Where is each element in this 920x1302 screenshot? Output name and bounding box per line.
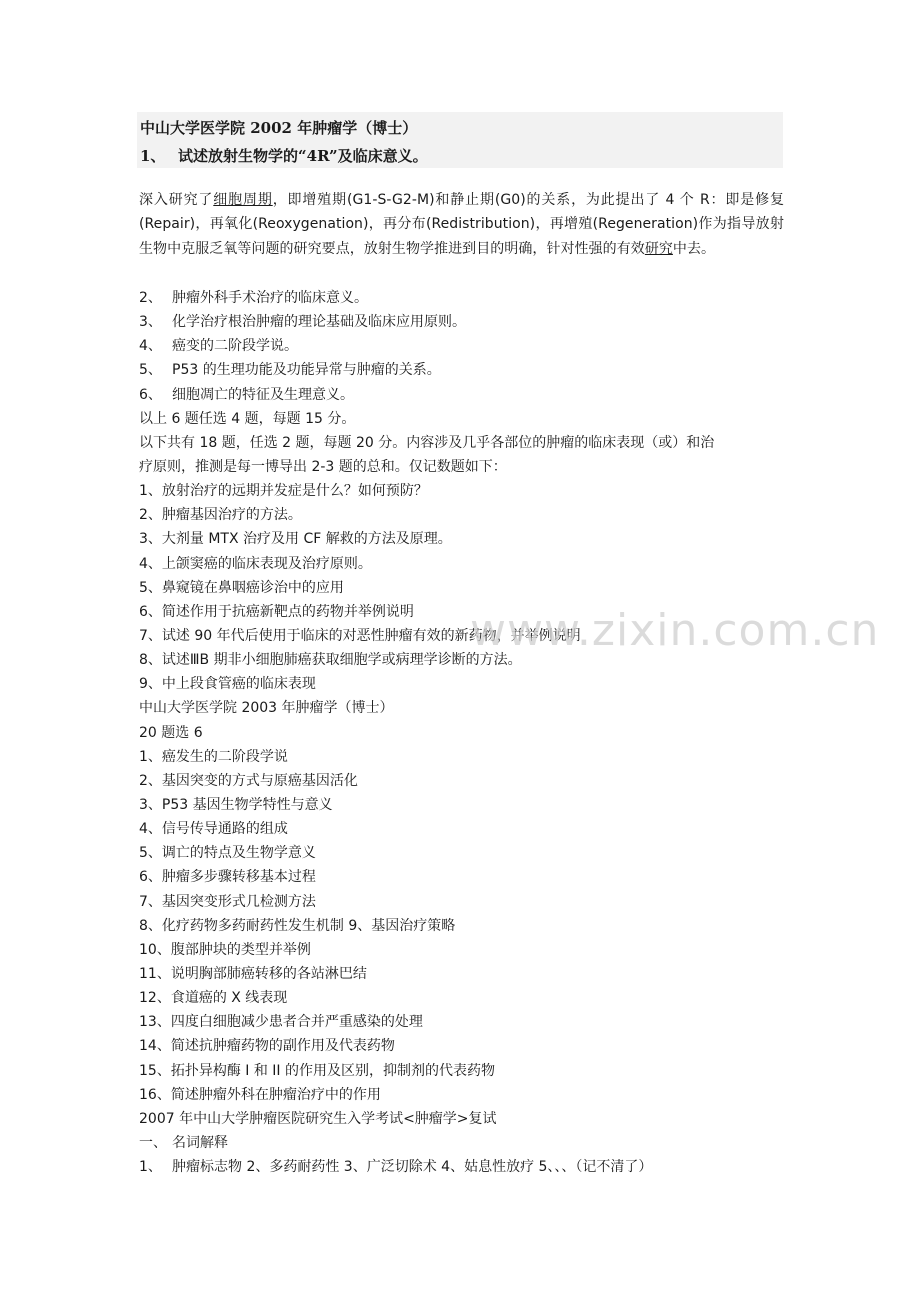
answer-paragraph (139, 188, 784, 261)
list-item: 10、腹部肿块的类型并举例 (139, 941, 311, 958)
list-item: 4、信号传导通路的组成 (139, 821, 288, 838)
research-link[interactable]: 研究 (644, 240, 673, 257)
list-item: 2、肿瘤基因治疗的方法。 (139, 507, 302, 524)
item-text: 肿瘤外科手术治疗的临床意义。 (172, 290, 368, 306)
list-item: 7、基因突变形式几检测方法 (139, 893, 316, 910)
question-text: 试述放射生物学的“4R”及临床意义。 (178, 147, 428, 165)
question-number: 1、 (140, 147, 166, 165)
list-item: 5、调亡的特点及生物学意义 (139, 845, 316, 862)
item-number: 1、 (139, 1159, 162, 1176)
part-heading (139, 1131, 799, 1155)
part-number: 一、 (139, 1134, 167, 1151)
list-item: 8、化疗药物多药耐药性发生机制 9、基因治疗策略 (139, 917, 456, 934)
item-text: 细胞凋亡的特征及生理意义。 (172, 386, 354, 403)
item-text: 化学治疗根治肿瘤的理论基础及临床应用原则。 (172, 314, 466, 331)
answer-text: ，即增殖期(G1-S-G2-M)和静止期(G0)的关系，为此提出了 4 个 R：即是修复(Repair)，再氧化(Reoxygenation)，再分布(Redistribution)，再增殖(Regeneration)作为指导放射生物中克服乏氧等问题的研究要点，放射生物学推进到目的明确，针对性强的有效 (139, 192, 784, 257)
cell-cycle-link[interactable]: 细胞周期 (213, 192, 273, 208)
list-item: 5、鼻窥镜在鼻咽癌诊治中的应用 (139, 579, 344, 596)
list-item: 12、食道癌的 X 线表现 (139, 990, 288, 1007)
answer-text: 中去。 (672, 240, 716, 257)
list-item (139, 334, 799, 358)
list-item (139, 310, 799, 334)
item-number: 3、 (139, 314, 162, 331)
list-item: 6、肿瘤多步骤转移基本过程 (139, 869, 316, 886)
answer-text: 深入研究了 (139, 192, 214, 208)
item-number: 5、 (139, 362, 162, 379)
item-number: 4、 (139, 338, 162, 355)
list-item: 6、简述作用于抗癌新靶点的药物并举例说明 (139, 603, 414, 620)
item-number: 2、 (139, 290, 162, 306)
item-text: 肿瘤标志物 2、多药耐药性 3、广泛切除术 4、姑息性放疗 5、、、（记不清了） (172, 1159, 653, 1176)
section-title-2003: 中山大学医学院 2003 年肿瘤学（博士） (139, 700, 394, 717)
list-item: 1、放射治疗的远期并发症是什么？如何预防？ (139, 483, 428, 500)
item-text: 癌变的二阶段学说。 (172, 338, 298, 355)
list-item: 3、P53 基因生物学特性与意义 (139, 796, 333, 813)
list-item (139, 383, 799, 407)
list-item (139, 358, 799, 382)
list-item: 11、说明胸部肺癌转移的各站淋巴结 (139, 965, 367, 982)
list-item: 13、四度白细胞减少患者合并严重感染的处理 (139, 1014, 423, 1031)
list-item: 2、基因突变的方式与原癌基因活化 (139, 772, 358, 789)
part-title: 名词解释 (172, 1134, 228, 1151)
list-item: 4、上颌窦癌的临床表现及治疗原则。 (139, 555, 372, 572)
choose-note: 以上 6 题任选 4 题，每题 15 分。 (139, 410, 356, 427)
list-item: 8、试述ⅢB 期非小细胞肺癌获取细胞学或病理学诊断的方法。 (139, 652, 522, 669)
item-number: 6、 (139, 386, 162, 403)
question-list (139, 286, 799, 1179)
section-note-2003: 20 题选 6 (139, 724, 203, 741)
list-item: 15、拓扑异构酶 I 和 II 的作用及区别，抑制剂的代表药物 (139, 1062, 496, 1079)
watermark: www.zixin.com.cn (470, 605, 880, 656)
list-item: 14、简述抗肿瘤药物的副作用及代表药物 (139, 1038, 395, 1055)
list-item: 1、癌发生的二阶段学说 (139, 748, 288, 765)
list-item: 3、大剂量 MTX 治疗及用 CF 解救的方法及原理。 (139, 531, 452, 548)
list-item: 7、试述 90 年代后使用于临床的对恶性肿瘤有效的新药物，并举例说明 (139, 627, 581, 644)
intro-line: 以下共有 18 题，任选 2 题，每题 20 分。内容涉及几乎各部位的肿瘤的临床表现（或）和治 (139, 434, 715, 451)
intro-line: 疗原则，推测是每一博导出 2-3 题的总和。仅记数题如下： (139, 458, 507, 475)
section-title-2007: 2007 年中山大学肿瘤医院研究生入学考试<肿瘤学>复试 (139, 1110, 497, 1127)
item-text: P53 的生理功能及功能异常与肿瘤的关系。 (172, 362, 441, 379)
list-item (139, 286, 799, 310)
list-item: 9、中上段食管癌的临床表现 (139, 676, 316, 693)
list-item (139, 1155, 799, 1179)
question-heading (140, 146, 428, 166)
list-item: 16、简述肿瘤外科在肿瘤治疗中的作用 (139, 1086, 381, 1103)
document-title: 中山大学医学院 2002 年肿瘤学（博士） (140, 119, 418, 137)
